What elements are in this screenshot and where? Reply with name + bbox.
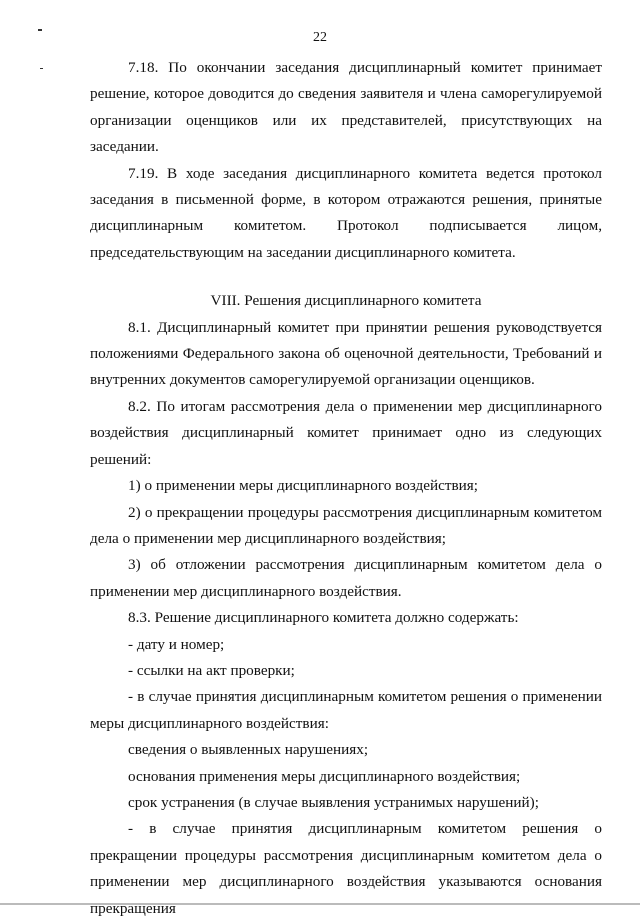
- paragraph-8-3: 8.3. Решение дисциплинарного комитета должно содержать:: [128, 609, 519, 627]
- paragraph-7-19: 7.19. В ходе заседания дисциплинарного комитета ведется протокол заседания в письменной форме, в котором отражаются решения, принятые дисциплинарным комитетом. Протокол подписывается лицом, председательствующим на заседании дисциплинарного комитета.: [90, 164, 602, 261]
- document-body: [90, 55, 602, 922]
- section-heading: VIII. Решения дисциплинарного комитета: [210, 292, 482, 310]
- paragraph-8-1: 8.1. Дисциплинарный комитет при принятии решения руководствуется положениями Федерального закона об оценочной деятельности, Требований и внутренних документов саморегулируемой организации оценщиков.: [90, 318, 602, 389]
- list-item-1: 1) о применении меры дисциплинарного воздействия;: [128, 477, 479, 495]
- page-number: 22: [313, 30, 327, 45]
- content-item-termination: - в случае принятия дисциплинарным комитетом решения о прекращении процедуры рассмотрения дисциплинарным комитетом дела о применении мер дисциплинарного воздействия указываются основания прекращения: [90, 820, 602, 917]
- paragraph-7-18: 7.18. По окончании заседания дисциплинарный комитет принимает решение, которое доводится до сведения заявителя и члена саморегулируемой организации оценщиков или их представителей, присутствующих на заседании.: [90, 59, 602, 156]
- content-subitem-deadline: срок устранения (в случае выявления устранимых нарушений);: [128, 793, 539, 811]
- content-subitem-violations: сведения о выявленных нарушениях;: [128, 741, 369, 759]
- list-item-2: 2) о прекращении процедуры рассмотрения дисциплинарным комитетом дела о применении мер дисциплинарного воздействия;: [90, 503, 602, 547]
- paragraph-8-2: 8.2. По итогам рассмотрения дела о применении мер дисциплинарного воздействия дисциплинарный комитет принимает одно из следующих решений:: [90, 397, 602, 468]
- scan-mark-second: [40, 68, 43, 69]
- list-item-3: 3) об отложении рассмотрения дисциплинарным комитетом дела о применении мер дисциплинарного воздействия.: [90, 556, 602, 600]
- content-item-links: - ссылки на акт проверки;: [128, 661, 295, 679]
- content-item-measure: - в случае принятия дисциплинарным комитетом решения о применении меры дисциплинарного воздействия:: [90, 688, 602, 732]
- content-item-date: - дату и номер;: [128, 635, 225, 653]
- content-subitem-grounds: основания применения меры дисциплинарного воздействия;: [128, 767, 521, 785]
